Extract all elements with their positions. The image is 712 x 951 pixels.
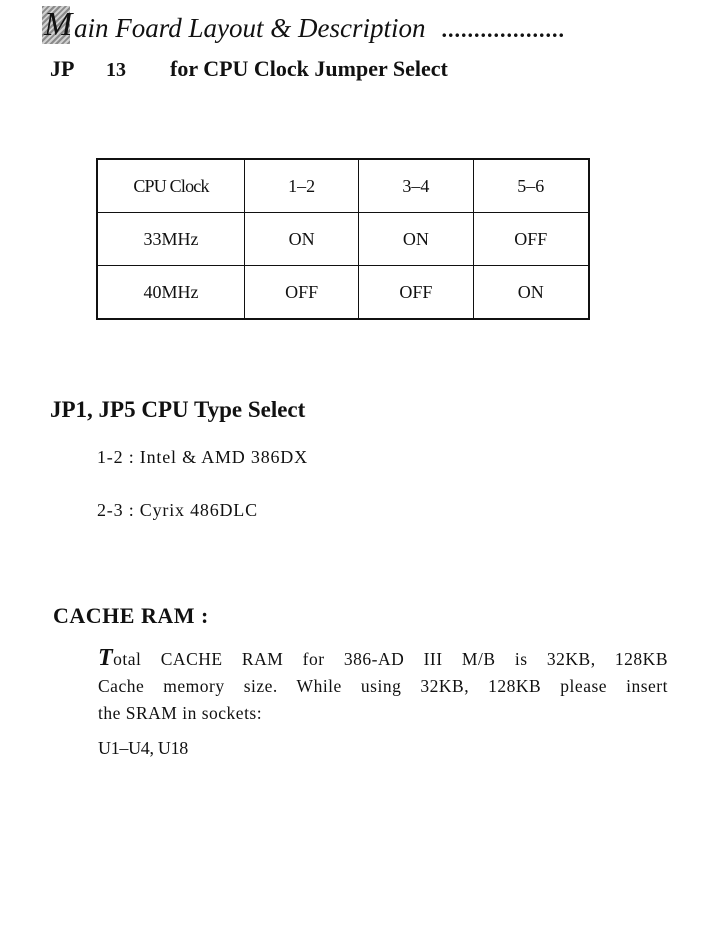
cache-dropcap: T (98, 645, 114, 671)
jp1-jp5-heading: JP1, JP5 CPU Type Select (50, 397, 306, 422)
table-cell: ON (473, 266, 589, 320)
table-cell: OFF (245, 266, 359, 320)
jp13-heading (50, 56, 448, 83)
drop-initial-box (42, 6, 73, 44)
jp13-label: JP (50, 56, 75, 81)
table-cell: ON (245, 213, 359, 266)
table-row (97, 266, 589, 320)
cache-line-1 (98, 646, 668, 673)
header-leader-dots: ................... (441, 17, 565, 42)
cache-ram-description (98, 646, 668, 762)
cache-line-1-text: otal CACHE RAM for 386-AD III M/B is 32KB, 128KB (113, 649, 668, 669)
header-initial: M (44, 6, 73, 43)
table-cell: OFF (359, 266, 473, 320)
cache-line-2: Cache memory size. While using 32KB, 128KB please insert (98, 676, 668, 696)
cache-line-3: the SRAM in sockets: (98, 703, 263, 723)
jp13-title: for CPU Clock Jumper Select (170, 56, 448, 81)
table-header-cell: 1–2 (245, 159, 359, 213)
cpu-type-option: 2-3 : Cyrix 486DLC (97, 500, 258, 520)
table-cell: 40MHz (97, 266, 245, 320)
table-header-cell: 5–6 (473, 159, 589, 213)
table-cell: 33MHz (97, 213, 245, 266)
table-cell: OFF (473, 213, 589, 266)
page-header (42, 4, 682, 44)
header-title: ain Foard Layout & Description (74, 13, 426, 43)
cpu-clock-table (96, 158, 590, 320)
table-row (97, 213, 589, 266)
table-header-row (97, 159, 589, 213)
table-header-cell: 3–4 (359, 159, 473, 213)
cpu-type-option: 1-2 : Intel & AMD 386DX (97, 447, 308, 467)
jp13-number: 13 (106, 59, 126, 81)
table-cell: ON (359, 213, 473, 266)
cache-ram-heading: CACHE RAM : (53, 603, 209, 628)
table-header-cell: CPU Clock (97, 159, 245, 213)
cache-sockets: U1–U4, U18 (98, 738, 188, 758)
